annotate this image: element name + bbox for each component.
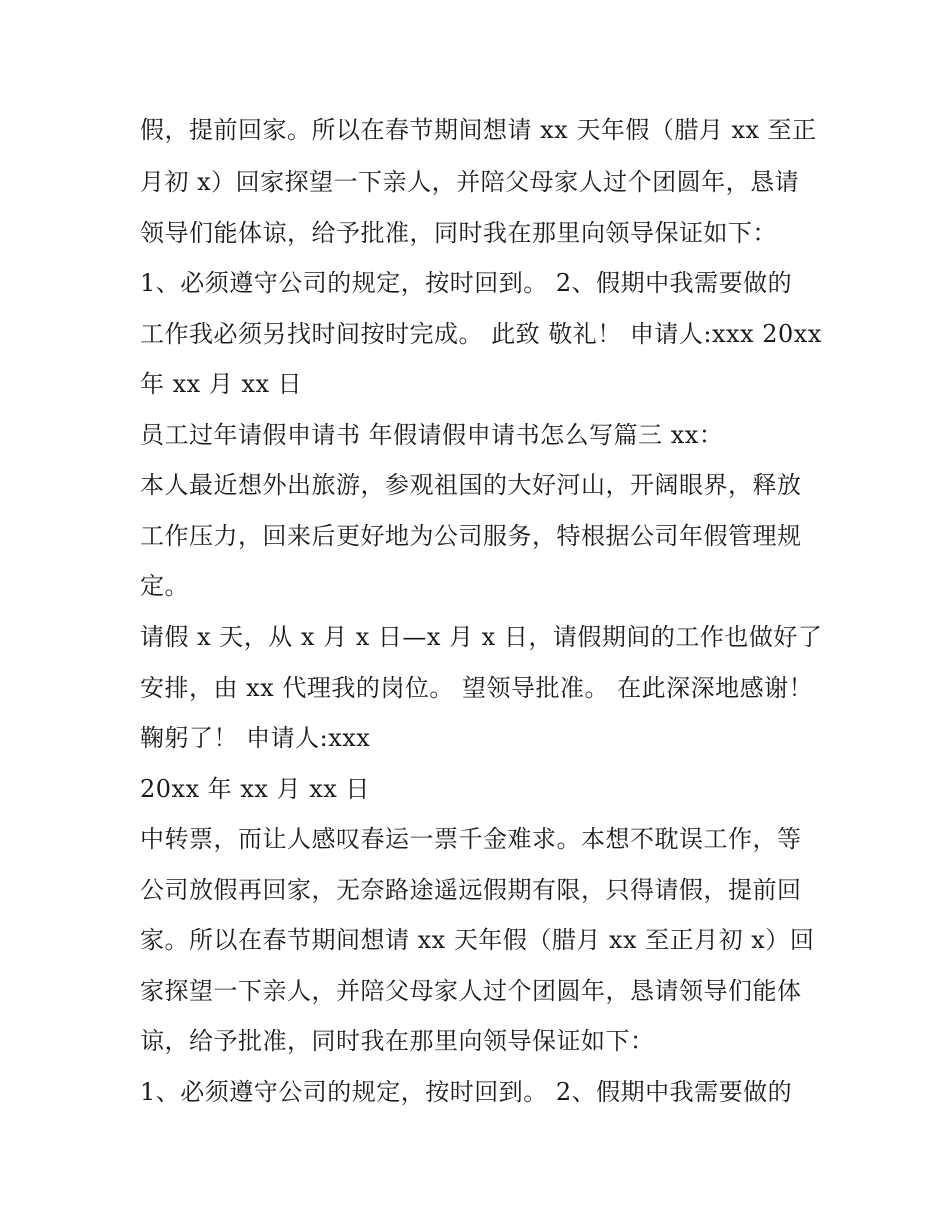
text-line-9: 工作压力，回来后更好地为公司服务，特根据公司年假管理规 xyxy=(140,522,802,550)
text-line-8: 本人最近想外出旅游，参观祖国的大好河山，开阔眼界，释放 xyxy=(140,471,802,499)
text-line-11: 请假 x 天，从 x 月 x 日—x 月 x 日，请假期间的工作也做好了 xyxy=(140,623,823,651)
text-line-13: 鞠躬了！ 申请人:xxx xyxy=(140,724,371,752)
section-heading: 员工过年请假申请书 年假请假申请书怎么写篇三 xx： xyxy=(140,421,724,449)
text-line-19: 谅，给予批准，同时我在那里向领导保证如下： xyxy=(140,1027,655,1055)
text-line-10: 定。 xyxy=(140,572,189,600)
text-line-20: 1、必须遵守公司的规定，按时回到。 2、假期中我需要做的 xyxy=(140,1078,793,1106)
text-line-6: 年 xx 月 xx 日 xyxy=(140,370,303,398)
text-line-4: 1、必须遵守公司的规定，按时回到。 2、假期中我需要做的 xyxy=(140,269,793,297)
text-line-16: 公司放假再回家，无奈路途遥远假期有限，只得请假，提前回 xyxy=(140,876,802,904)
text-line-5: 工作我必须另找时间按时完成。 此致 敬礼！ 申请人:xxx 20xx xyxy=(140,320,822,348)
text-line-12: 安排，由 xx 代理我的岗位。 望领导批准。 在此深深地感谢！ xyxy=(140,674,814,702)
text-line-17: 家。所以在春节期间想请 xx 天年假（腊月 xx 至正月初 x）回 xyxy=(140,926,815,954)
text-line-1: 假，提前回家。所以在春节期间想请 xx 天年假（腊月 xx 至正 xyxy=(140,116,817,144)
text-line-15: 中转票，而让人感叹春运一票千金难求。本想不耽误工作，等 xyxy=(140,825,802,853)
text-line-3: 领导们能体谅，给予批准，同时我在那里向领导保证如下： xyxy=(140,219,777,247)
text-line-18: 家探望一下亲人，并陪父母家人过个团圆年，恳请领导们能体 xyxy=(140,977,802,1005)
text-line-2: 月初 x）回家探望一下亲人，并陪父母家人过个团圆年，恳请 xyxy=(140,168,800,196)
text-line-14: 20xx 年 xx 月 xx 日 xyxy=(140,775,370,803)
